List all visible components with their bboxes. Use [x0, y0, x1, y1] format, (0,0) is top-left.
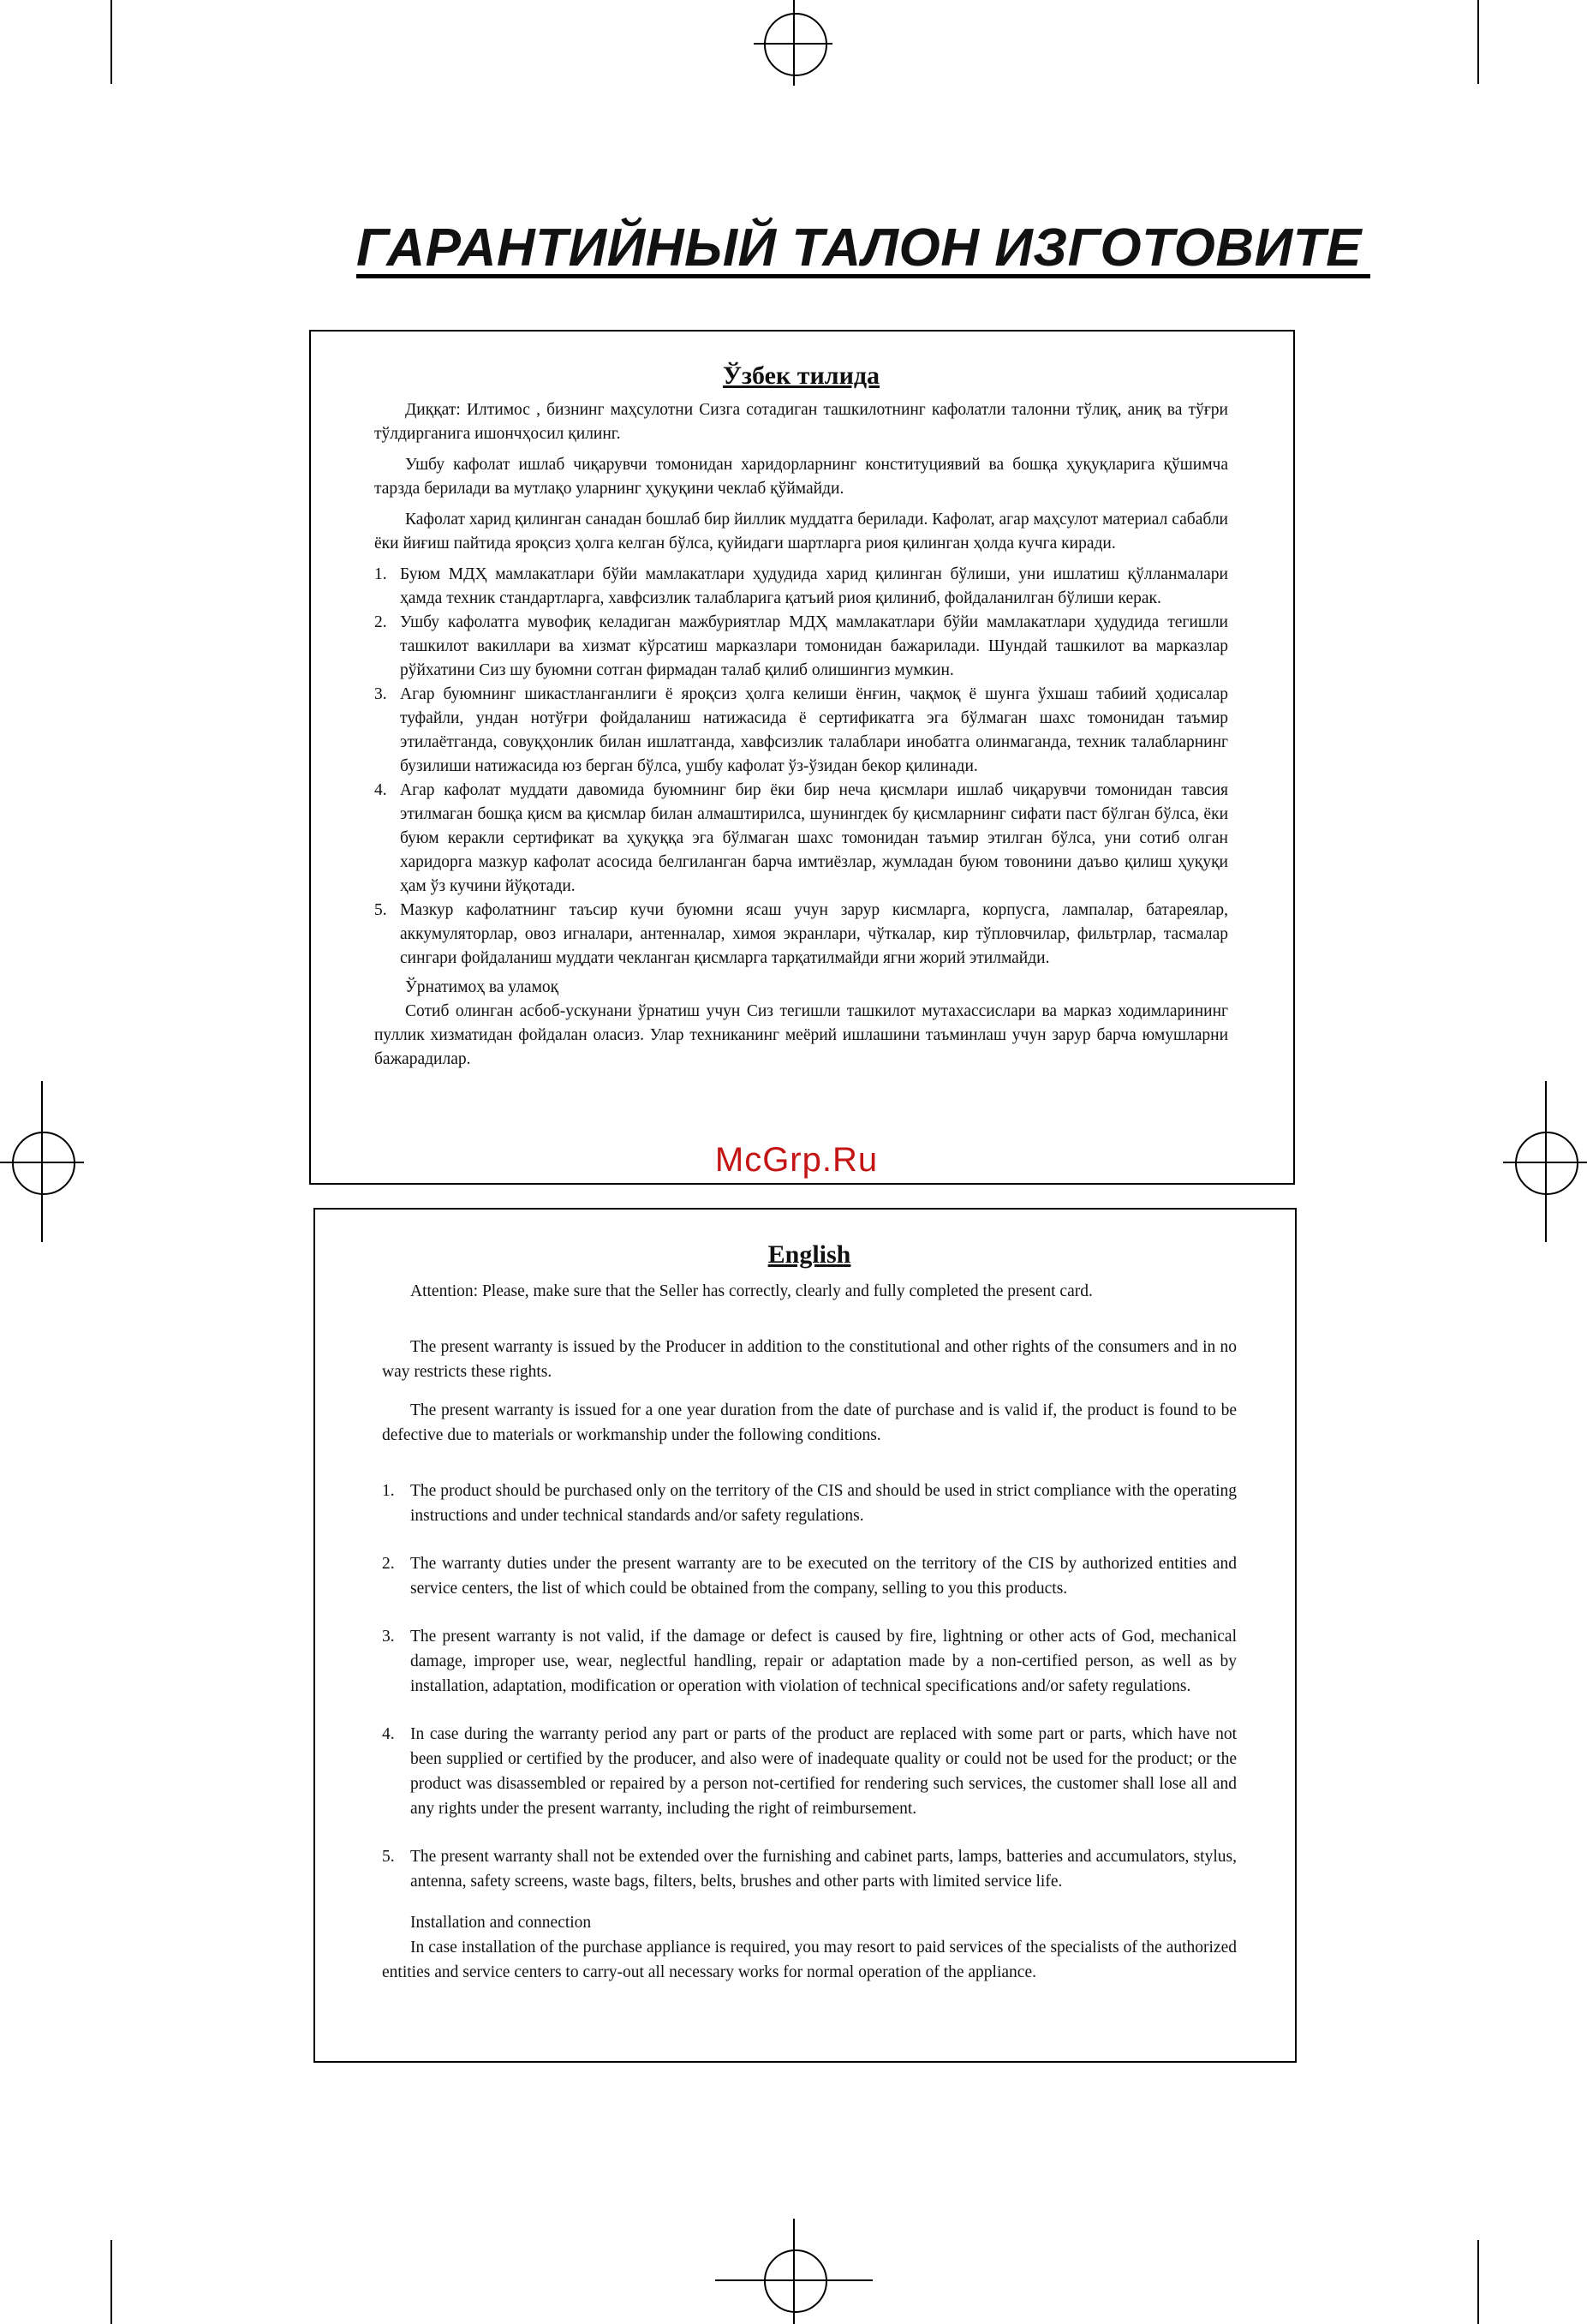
crop-mark-top-right: [1477, 0, 1479, 84]
english-conditions-list: [382, 1479, 1237, 1894]
list-item-number: 4.: [374, 781, 387, 799]
registration-circle-top: [764, 13, 827, 76]
uzbek-warranty-panel: [309, 330, 1295, 1185]
crop-mark-bottom-right: [1477, 2240, 1479, 2324]
registration-circle-left: [12, 1132, 75, 1195]
list-item-text: Мазкур кафолатнинг таъсир кучи буюмни ясаш учун зарур кисмларга, корпусга, лампалар, батареялар, аккумуляторлар, овоз игналари, антенналар, химоя экранлари, чўткалар, кир тўпловчилар, фильтрлар, тасмалар сингари фойдаланиш муддати чекланган қисмларга тарқатилмайди ягни жорий этилмайди.: [400, 901, 1228, 967]
english-install-text: In case installation of the purchase appliance is required, you may resort to paid services of the specialists of the authorized entities and service centers to carry-out all necessary works for normal operation of the appliance.: [382, 1939, 1237, 1981]
list-item: [382, 1551, 1237, 1601]
list-item-number: 5.: [382, 1848, 395, 1866]
list-item: [382, 1479, 1237, 1528]
crop-mark-top-left: [110, 0, 112, 84]
list-item: [374, 899, 1228, 971]
english-heading: English: [767, 1240, 851, 1269]
list-item: [374, 779, 1228, 899]
list-item-number: 2.: [374, 613, 387, 631]
list-item-number: 1.: [382, 1482, 395, 1500]
list-item-number: 2.: [382, 1555, 395, 1573]
uzbek-intro-rights: Ушбу кафолат ишлаб чиқарувчи томонидан харидорларнинг конституциявий ва бошқа ҳуқуқларига қўшимча тарзда берилади ва мутлақо уларнинг ҳуқуқини чеклаб қўймайди.: [374, 456, 1228, 498]
list-item-text: Агар буюмнинг шикастланганлиги ё яроқсиз ҳолга келиши ёнғин, чақмоқ ё шунга ўхшаш табиий ҳодисалар туфайли, ундан нотўғри фойдаланиш натижасида ё сертификатга эга бўлмаган шахс томонидан таъмир этилаётганда, совуқҳонлик билан ишлатганда, хавфсизлик талаблари инобатга олинмаганда, техник талабларнинг бузилиши натижасида юз берган бўлса, ушбу кафолат ўз-ўзидан бекор қилинади.: [400, 685, 1228, 775]
list-item-number: 5.: [374, 901, 387, 919]
uzbek-intro-attention: Диққат: Илтимос , бизнинг маҳсулотни Сизга сотадиган ташкилотнинг кафолатли талонни тўлиқ, аниқ ва тўғри тўлдирганига ишончҳосил қилинг.: [374, 401, 1228, 443]
english-install-heading: Installation and connection: [410, 1914, 592, 1932]
list-item: [374, 611, 1228, 683]
list-item-text: In case during the warranty period any part or parts of the product are replaced with some part or parts, which have not been supplied or certified by the producer, and also were of inadequate quality or could not be used for the product; or the product was disassembled or repaired by a person not-certified for rendering such services, the customer shall lose all and any rights under the present warranty, including the right of reimbursement.: [410, 1725, 1237, 1818]
english-warranty-panel: [313, 1208, 1297, 2063]
list-item-text: Буюм МДҲ мамлакатлари бўйи мамлакатлари ҳудудида харид қилинган бўлиши, уни ишлатиш қўлланмалари ҳамда техник стандартларга, хавфсизлик талабларига қатъий риоя қилиниб, фойдаланилган бўлиши керак.: [400, 565, 1228, 607]
list-item: [374, 683, 1228, 779]
uzbek-intro-duration: Кафолат харид қилинган санадан бошлаб бир йиллик муддатга берилади. Кафолат, агар маҳсулот материал сабабли ёки йиғиш пайтида яроқсиз ҳолга келган бўлса, қуйидаги шартларга риоя қилинган ҳолда кучга киради.: [374, 511, 1228, 553]
uzbek-install-heading: Ўрнатимоҳ ва уламоқ: [405, 978, 559, 996]
page-title: ГАРАНТИЙНЫЙ ТАЛОН ИЗГОТОВИТЕ: [356, 218, 1362, 278]
uzbek-conditions-list: [374, 563, 1228, 971]
list-item-text: Агар кафолат муддати давомида буюмнинг бир ёки бир неча қисмлари ишлаб чиқарувчи томонидан тавсия этилмаган бошқа қисм ва қисмлар билан алмаштирилса, шунингдек бу қисмларнинг сифати паст бўлган бўлса, ёки буюм керакли сертификат ва ҳуқуққа эга бўлмаган шахс томонидан таъмир этилган бўлса, уни сотиб олган харидорга мазкур кафолат асосида белгиланган барча имтиёзлар, жумладан буюм товонини даъво қилиш ҳуқуқи ҳам ўз кучини йўқотади.: [400, 781, 1228, 895]
list-item-number: 3.: [382, 1628, 395, 1646]
uzbek-heading: Ўзбек тилида: [722, 361, 880, 390]
list-item-text: The warranty duties under the present warranty are to be executed on the territory of the CIS by authorized entities and service centers, the list of which could be obtained from the company, selling to you this products.: [410, 1555, 1237, 1598]
list-item-text: The present warranty shall not be extended over the furnishing and cabinet parts, lamps, batteries and accumulators, stylus, antenna, safety screens, waste bags, filters, belts, brushes and other parts with limited service life.: [410, 1848, 1237, 1891]
english-duration-paragraph: The present warranty is issued for a one year duration from the date of purchase and is valid if, the product is found to be defective due to materials or workmanship under the following conditions.: [382, 1401, 1237, 1444]
uzbek-install-text: Сотиб олинган асбоб-ускунани ўрнатиш учун Сиз тегишли ташкилот мутахассислари ва марказ ходимларининг пуллик хизматидан фойдалан оласиз. Улар техниканинг меёрий ишлашини таъминлаш учун зарур барча юмушларни бажарадилар.: [374, 1002, 1228, 1068]
list-item: [382, 1624, 1237, 1699]
list-item-text: Ушбу кафолатга мувофиқ келадиган мажбуриятлар МДҲ мамлакатлари бўйи мамлакатлари ҳудудида тегишли ташкилот вакиллари ва хизмат кўрсатиш марказлари томонидан бажарилади. Шундай ташкилот ва марказлар рўйхатини Сиз шу буюмни сотган фирмадан талаб қилиб олишингиз мумкин.: [400, 613, 1228, 679]
title-underline: [356, 274, 1370, 278]
list-item-number: 1.: [374, 565, 387, 583]
list-item: [382, 1722, 1237, 1821]
list-item-number: 4.: [382, 1725, 395, 1743]
english-attention: Attention: Please, make sure that the Seller has correctly, clearly and fully completed the present card.: [410, 1282, 1093, 1300]
english-rights-paragraph: The present warranty is issued by the Producer in addition to the constitutional and other rights of the consumers and in no way restricts these rights.: [382, 1338, 1237, 1381]
registration-circle-bottom: [764, 2249, 827, 2313]
list-item: [374, 563, 1228, 611]
registration-circle-right: [1515, 1132, 1578, 1195]
list-item: [382, 1844, 1237, 1894]
crop-mark-bottom-left: [110, 2240, 112, 2324]
list-item-text: The present warranty is not valid, if the damage or defect is caused by fire, lightning or other acts of God, mechanical damage, improper use, wear, neglectful handling, repair or adaptation made by a non-certified person, as well as by installation, adaptation, modification or operation with violation of technical specifications and/or safety regulations.: [410, 1628, 1237, 1695]
watermark: McGrp.Ru: [714, 1141, 879, 1179]
list-item-text: The product should be purchased only on the territory of the CIS and should be used in strict compliance with the operating instructions and under technical standards and/or safety regulations.: [410, 1482, 1237, 1525]
list-item-number: 3.: [374, 685, 387, 703]
